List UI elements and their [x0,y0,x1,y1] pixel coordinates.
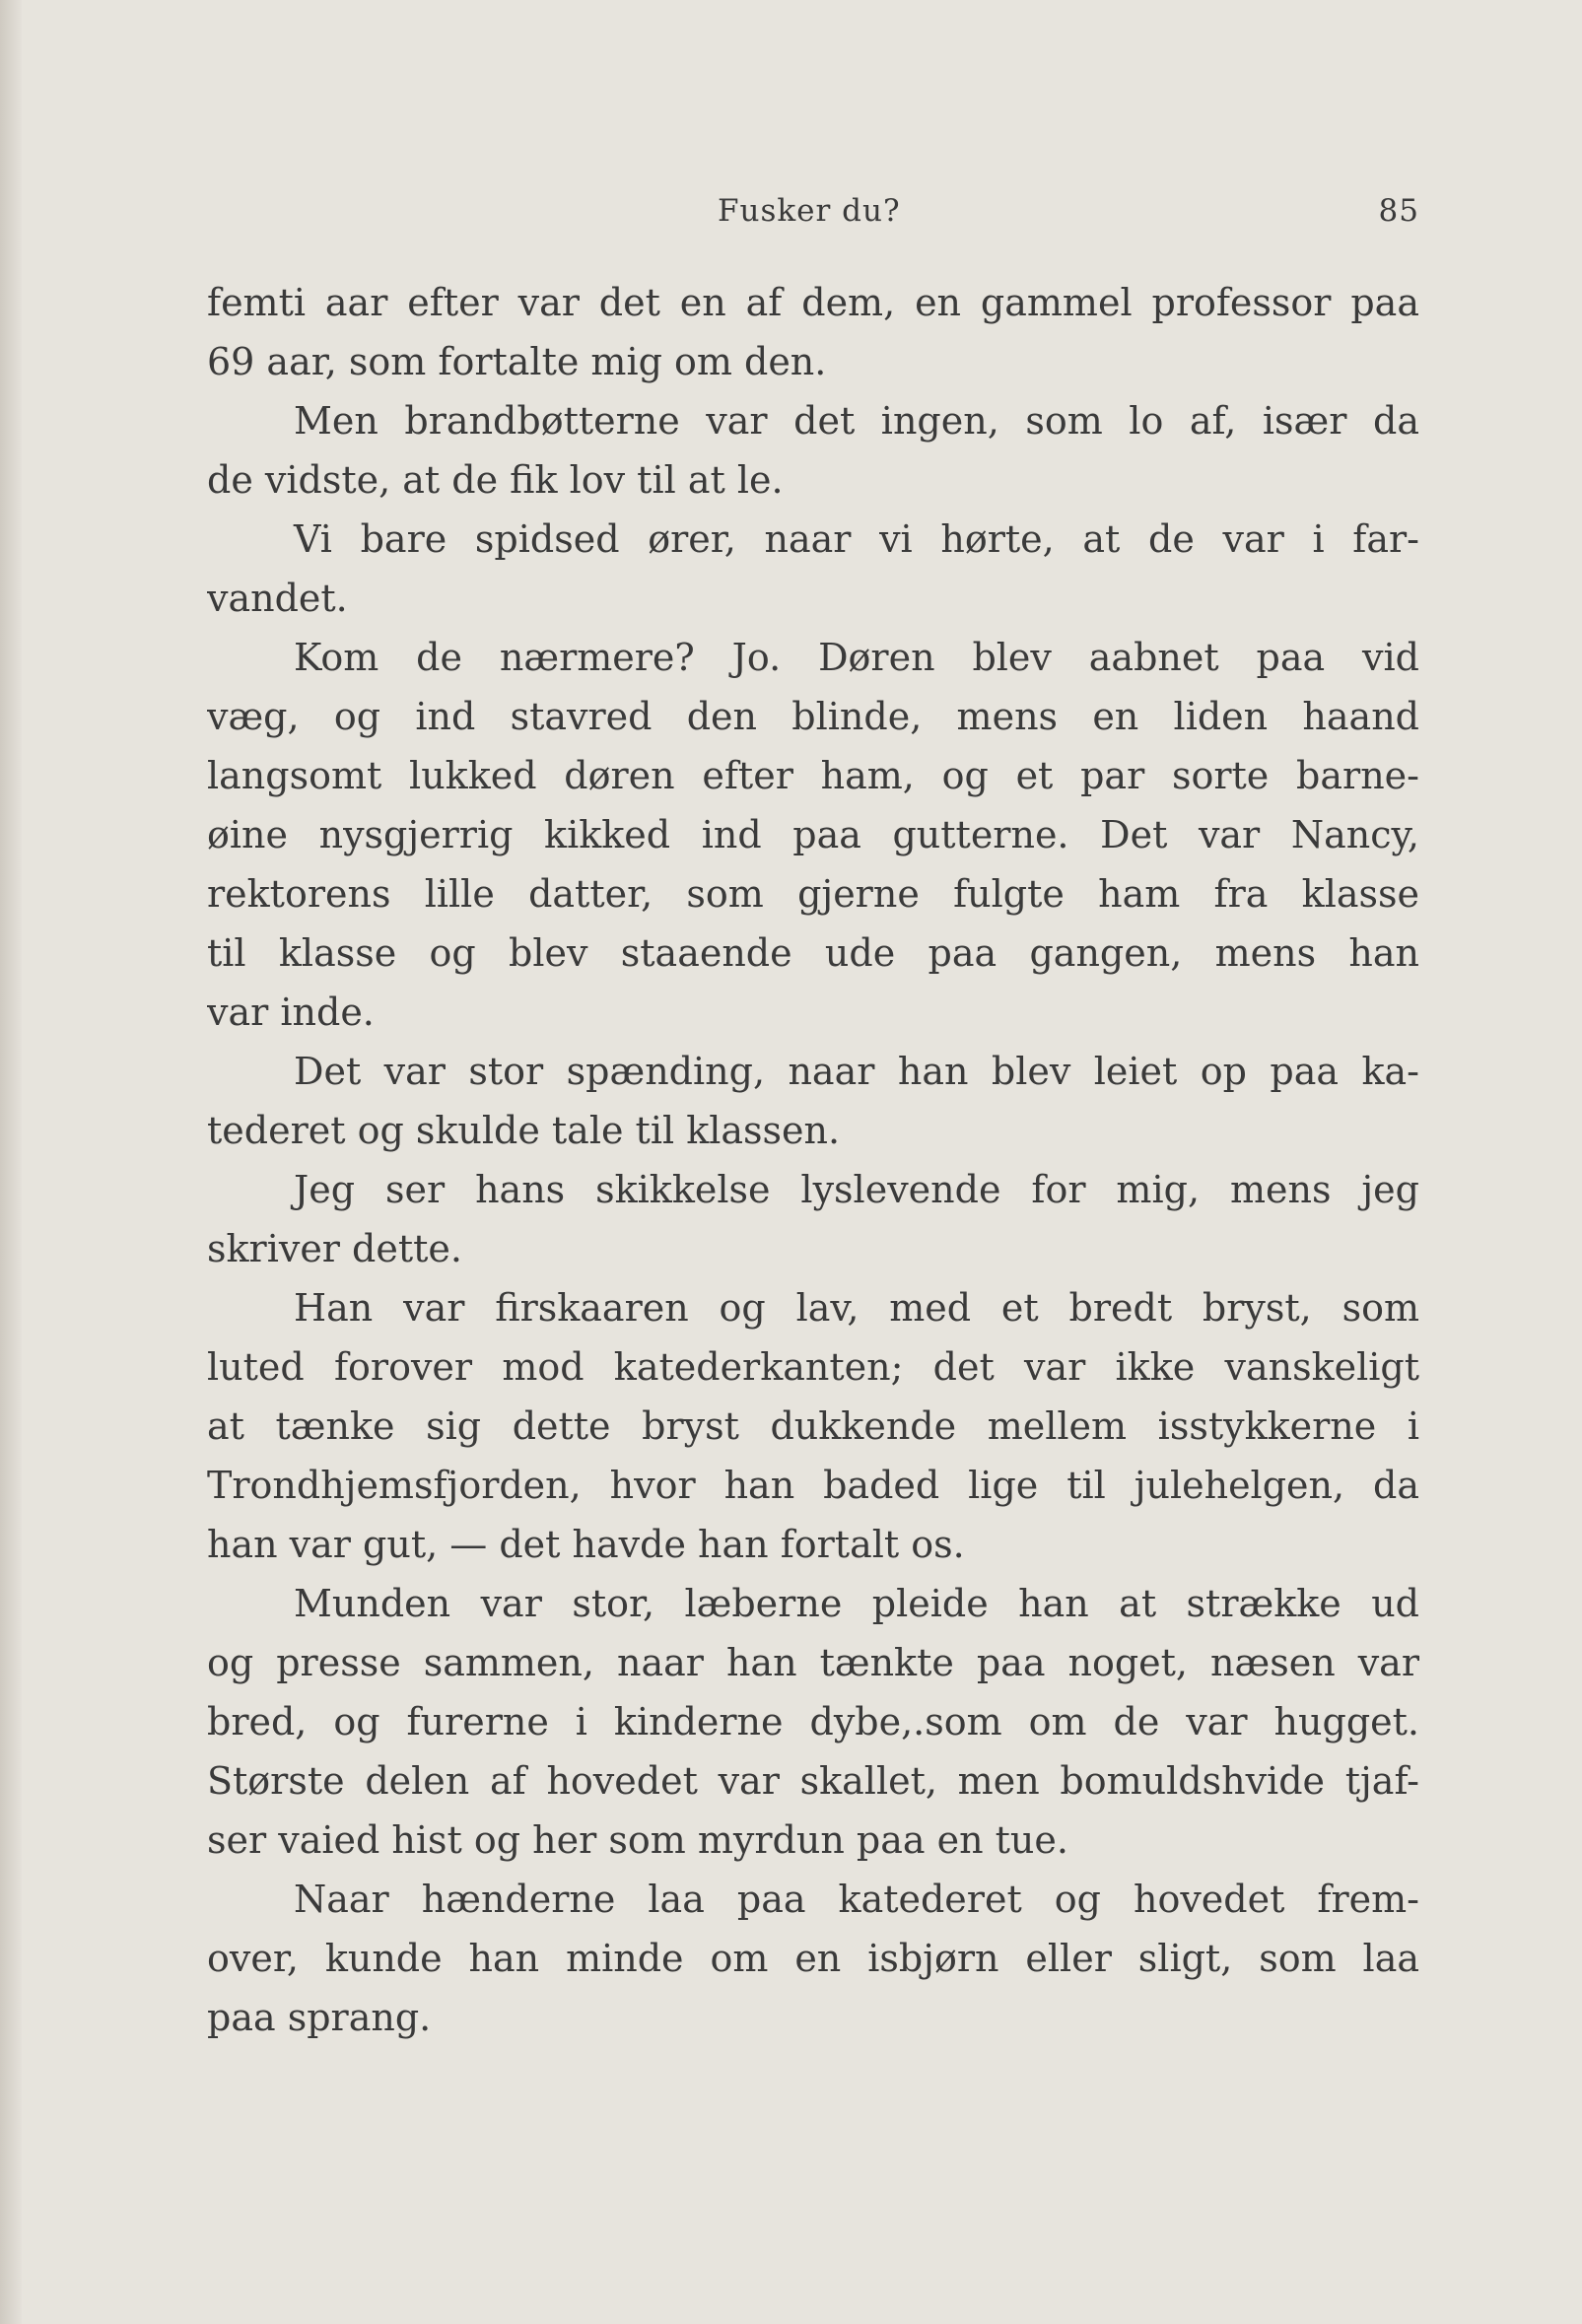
page-binding-edge [0,0,22,2324]
text-line: Trondhjemsfjorden, hvor han baded lige til julehelgen, da [207,1464,1419,1507]
text-line: 69 aar, som fortalte mig om den. [207,340,827,383]
page-number: 85 [1378,193,1419,229]
text-line: Naar hænderne laa paa katederet og hovedet frem- [294,1878,1419,1921]
text-line: de vidste, at de fik lov til at le. [207,458,784,502]
text-line: Han var firskaaren og lav, med et bredt bryst, som [294,1286,1419,1330]
text-line: ser vaied hist og her som myrdun paa en tue. [207,1818,1068,1862]
text-line: over, kunde han minde om en isbjørn eller sligt, som laa [207,1937,1419,1980]
text-line: var inde. [207,991,375,1034]
text-line: femti aar efter var det en af dem, en gammel professor paa [207,281,1419,324]
text-line: Men brandbøtterne var det ingen, som lo af, især da [294,399,1419,443]
text-line: han var gut, — det havde han fortalt os. [207,1523,965,1566]
text-line: bred, og furerne i kinderne dybe,.som om de var hugget. [207,1700,1419,1743]
text-line: Munden var stor, læberne pleide han at strække ud [294,1582,1419,1625]
text-line: tederet og skulde tale til klassen. [207,1109,841,1152]
text-line: øine nysgjerrig kikked ind paa gutterne. Det var Nancy, [207,813,1419,856]
text-line: Jeg ser hans skikkelse lyslevende for mig, mens jeg [294,1168,1419,1211]
text-line: langsomt lukked døren efter ham, og et par sorte barne- [207,754,1419,797]
running-title: Fusker du? [718,193,901,229]
text-line: at tænke sig dette bryst dukkende mellem isstykkerne i [207,1404,1419,1448]
text-line: paa sprang. [207,1996,432,2039]
text-line: og presse sammen, naar han tænkte paa noget, næsen var [207,1641,1419,1684]
text-line: vandet. [207,577,348,620]
text-line: luted forover mod katederkanten; det var ikke vanskeligt [207,1345,1419,1389]
page-header [207,193,1419,242]
text-line: skriver dette. [207,1227,462,1270]
text-line: rektorens lille datter, som gjerne fulgte ham fra klasse [207,872,1419,916]
text-line: Kom de nærmere? Jo. Døren blev aabnet paa vid [294,636,1419,679]
text-line: til klasse og blev staaende ude paa gangen, mens han [207,931,1419,975]
text-line: væg, og ind stavred den blinde, mens en liden haand [207,695,1419,738]
text-line: Vi bare spidsed ører, naar vi hørte, at de var i far- [294,517,1419,561]
body-text [207,273,1419,2047]
text-line: Største delen af hovedet var skallet, men bomuldshvide tjaf- [207,1759,1419,1803]
text-line: Det var stor spænding, naar han blev leiet op paa ka- [294,1050,1419,1093]
